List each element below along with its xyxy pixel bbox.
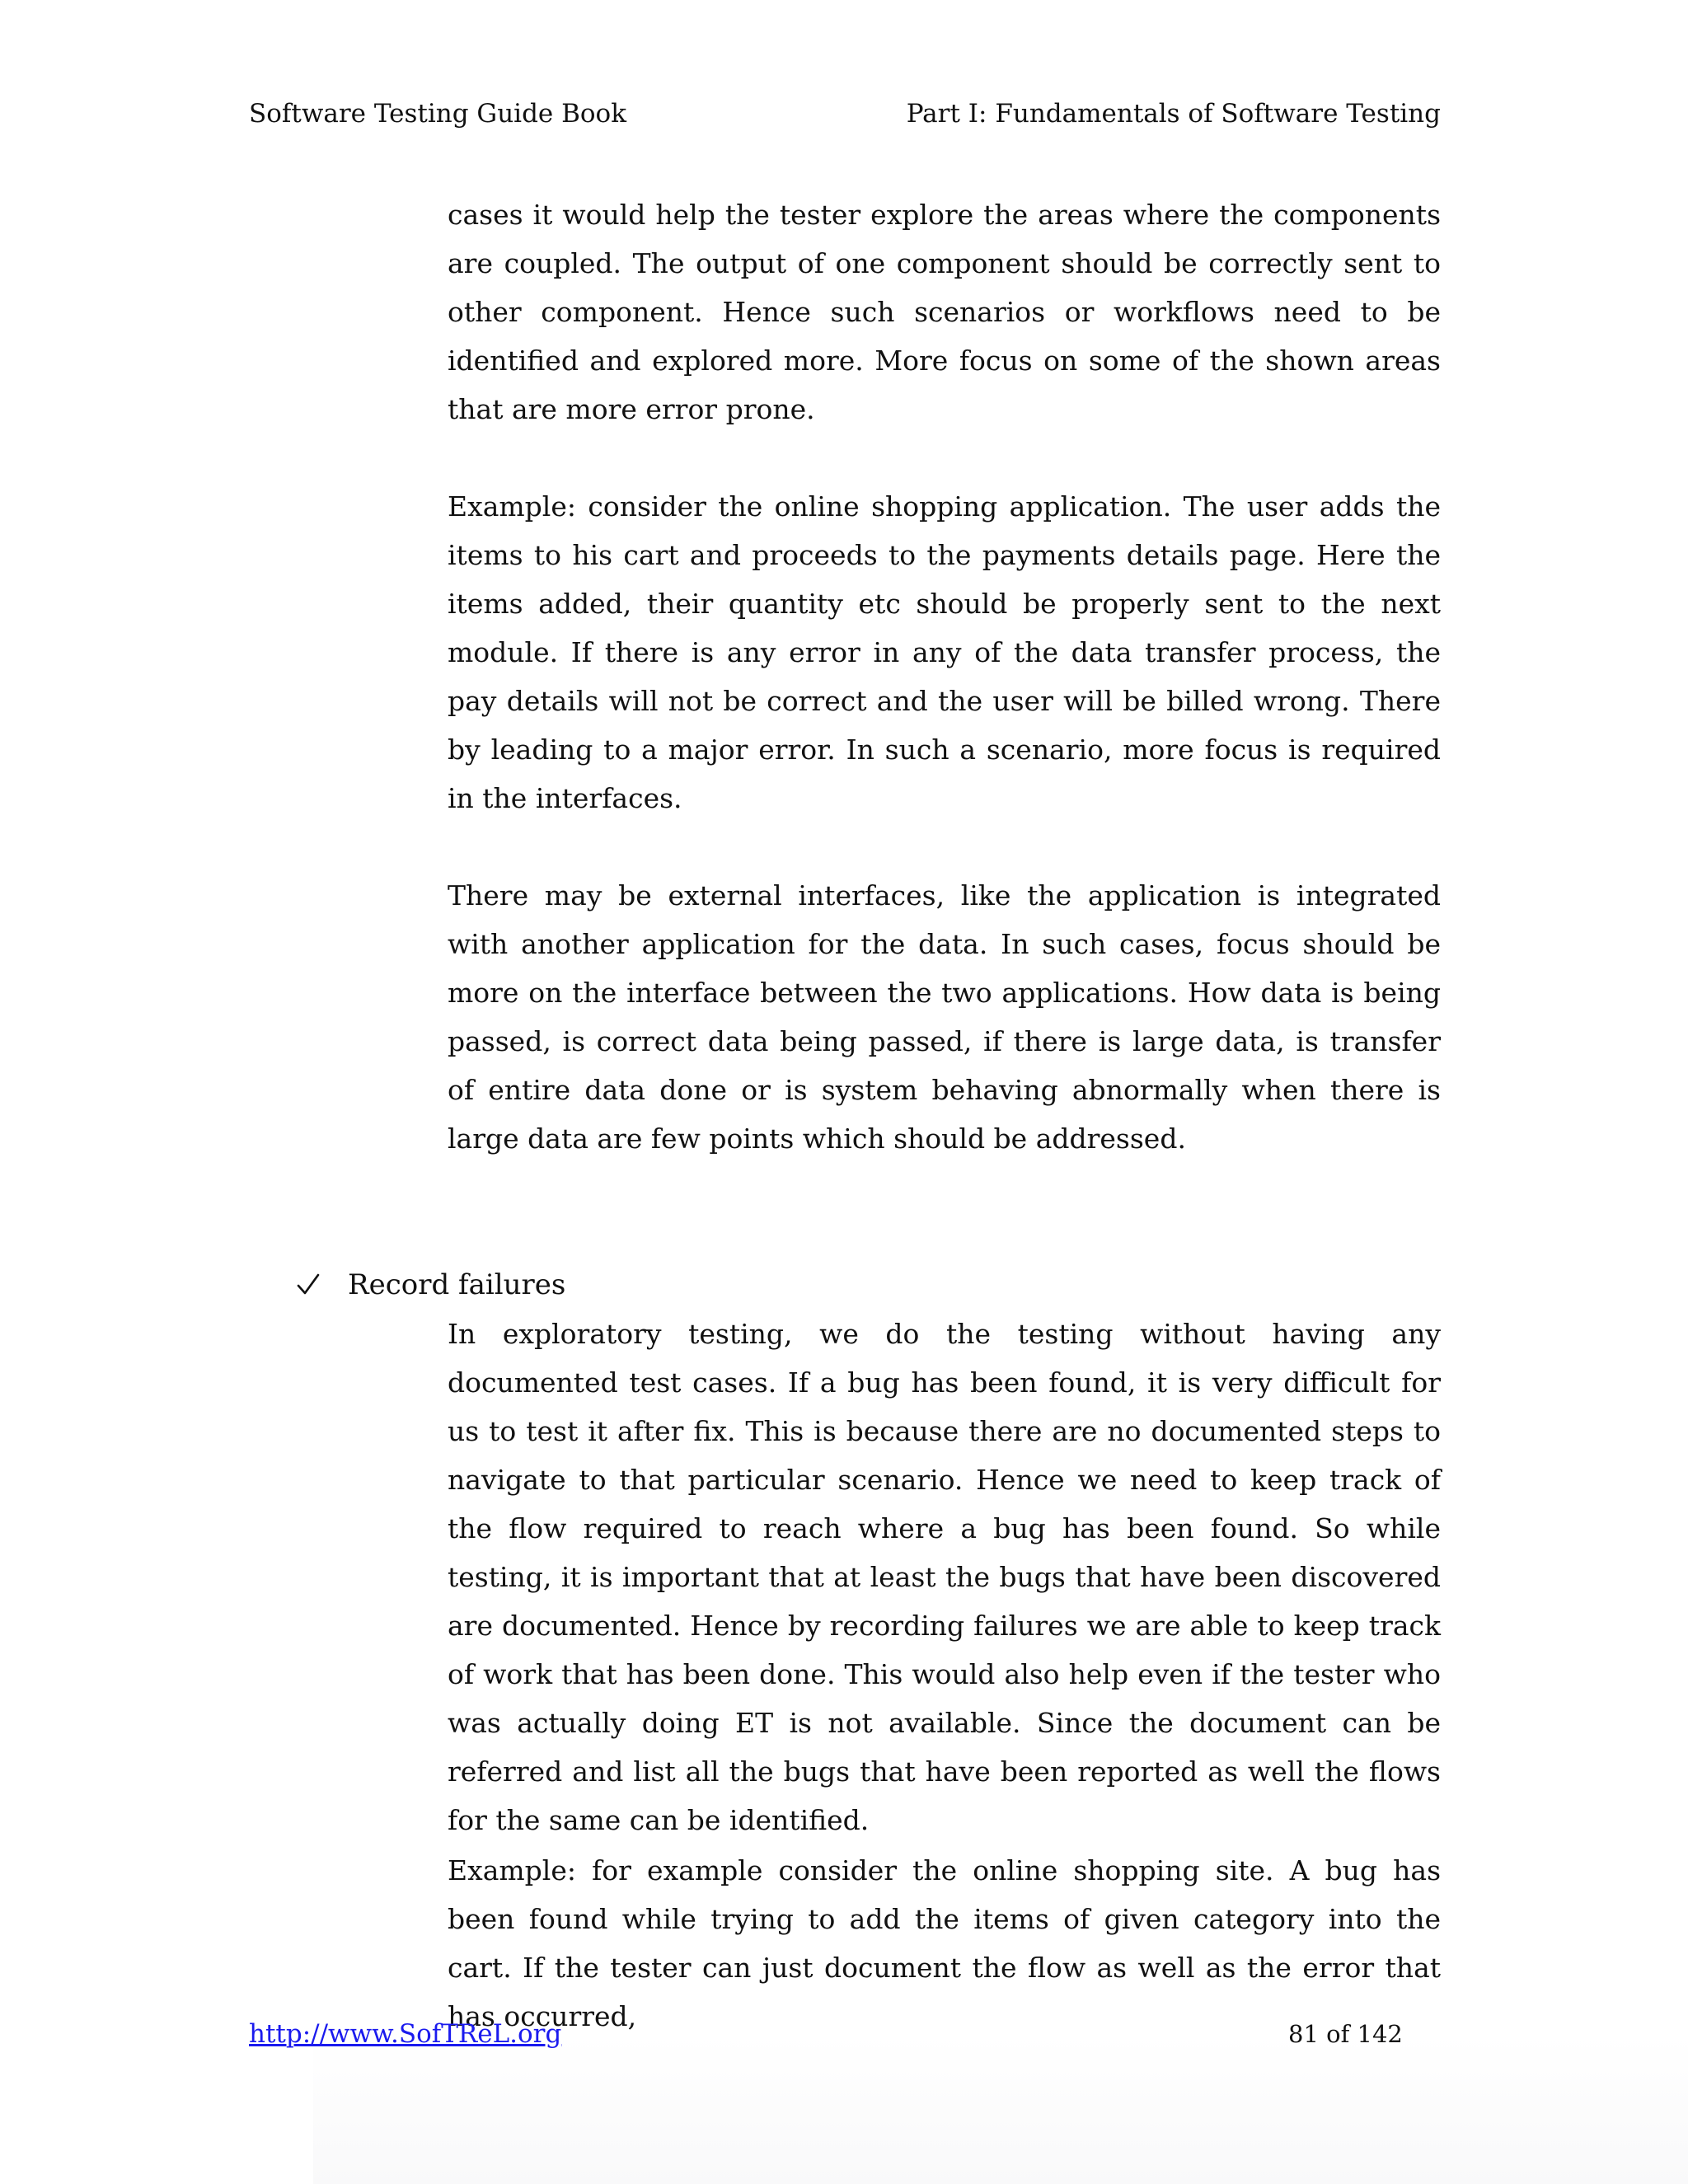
footer-website-link[interactable]: http://www.SofTReL.org <box>249 2019 562 2049</box>
paragraph-external-interfaces: There may be external interfaces, like the application is integrated with another application for the data. In such cases, focus should be more on the interface between the two applications. How data is being passed, is correct data being passed, if there is large data, is transfer of entire data done or is system behaving abnormally when there is large data are few points which should be addressed. <box>448 879 1441 1155</box>
checkmark-icon <box>297 1262 320 1308</box>
page-number: 81 of 142 <box>1288 2020 1403 2048</box>
page-bottom-shade <box>313 2036 1688 2184</box>
paragraph-shopping-example: Example: consider the online shopping application. The user adds the items to his cart and proceeds to the payments details page. Here the items added, their quantity etc should be properly sent to the next module. If there is any error in any of the data transfer process, the pay details will not be correct and the user will be billed wrong. There by leading to a major error. In such a scenario, more focus is required in the interfaces. <box>448 490 1441 814</box>
running-header <box>249 96 1441 132</box>
book-title: Software Testing Guide Book <box>249 99 627 129</box>
paragraph-failure-example: Example: for example consider the online shopping site. A bug has been found while trying to add the items of given category into the cart. If the tester can just document the flow as well as the error that has occurred, <box>448 1854 1441 2032</box>
paragraph-record-failures: In exploratory testing, we do the testing without having any documented test cases. If a bug has been found, it is very difficult for us to test it after fix. This is because there are no documented steps to navigate to that particular scenario. Hence we need to keep track of the flow required to reach where a bug has been found. So while testing, it is important that at least the bugs that have been discovered are documented. Hence by recording failures we are able to keep track of work that has been done. This would also help even if the tester who was actually doing ET is not available. Since the document can be referred and list all the bugs that have been reported as well the flows for the same can be identified. <box>448 1318 1441 1836</box>
paragraph-component-coupling: cases it would help the tester explore the areas where the components are coupled. The output of one component should be correctly sent to other component. Hence such scenarios or workflows need to be identified and explored more. More focus on some of the shown areas that are more error prone. <box>448 199 1441 425</box>
part-title: Part I: Fundamentals of Software Testing <box>906 99 1441 129</box>
checklist-item-label: Record failures <box>348 1268 566 1301</box>
